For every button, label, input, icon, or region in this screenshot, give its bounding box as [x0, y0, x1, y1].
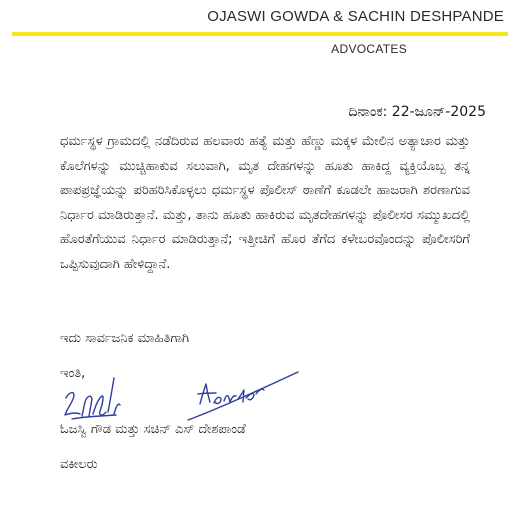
letter-body-paragraph: ಧರ್ಮಸ್ಥಳ ಗ್ರಾಮದಲ್ಲಿ ನಡೆದಿರುವ ಹಲವಾರು ಹತ್ಯೆ ಮತ್ತು ಹೆಣ್ಣು ಮಕ್ಕಳ ಮೇಲಿನ ಅತ್ಯಾಚಾರ ಮತ್ತು ಕೊಲೆಗಳನ್ನು ಮುಚ್ಚಿಹಾಕುವ ಸಲುವಾಗಿ, ಮೃತ ದೇಹಗಳನ್ನು ಹೂತು ಹಾಕಿದ್ದ ವ್ಯಕ್ತಿಯೊಬ್ಬ ತನ್ನ ಪಾಪಪ್ರಜ್ಞೆಯನ್ನು ಪರಿಹರಿಸಿಕೊಳ್ಳಲು ಧರ್ಮಸ್ಥಳ ಪೊಲೀಸ್ ಠಾಣೆಗೆ ಕೂಡಲೇ ಹಾಜರಾಗಿ ಶರಣಾಗುವ ನಿರ್ಧಾರ ಮಾಡಿರುತ್ತಾನೆ. ಮತ್ತು, ತಾನು ಹೂತು ಹಾಕಿರುವ ಮೃತದೇಹಗಳನ್ನು ಪೊಲೀಸರ ಸಮ್ಮುಖದಲ್ಲಿ ಹೊರತೆಗೆಯುವ ನಿರ್ಧಾರ ಮಾಡಿರುತ್ತಾನೆ; ಇತ್ತೀಚಿಗೆ ಹೊರ ತೆಗೆದ ಕಳೇಬರವೊಂದನ್ನು ಪೊಲೀಸರಿಗೆ ಒಪ್ಪಿಸುವುದಾಗಿ ಹೇಳಿದ್ದಾನೆ. — [60, 134, 470, 272]
letter-closing: ಇಂತಿ, — [60, 366, 86, 381]
letterhead-firm-name: OJASWI GOWDA & SACHIN DESHPANDE — [207, 8, 504, 25]
signatory-names: ಓಜಸ್ವಿ ಗೌಡ ಮತ್ತು ಸಚಿನ್ ಎಸ್ ದೇಶಪಾಂಡೆ — [60, 422, 246, 437]
public-notice-line: ಇದು ಸಾರ್ವಜನಿಕ ಮಾಹಿತಿಗಾಗಿ — [60, 331, 190, 346]
signature-ojaswi-image — [62, 372, 122, 428]
signatory-designation: ವಕೀಲರು — [60, 457, 98, 472]
letterhead-subtitle: ADVOCATES — [331, 42, 407, 56]
letterhead-divider — [12, 32, 508, 36]
signature-sachin-image — [180, 368, 300, 424]
letter-date: ದಿನಾಂಕ: 22-ಜೂನ್-2025 — [348, 104, 486, 120]
